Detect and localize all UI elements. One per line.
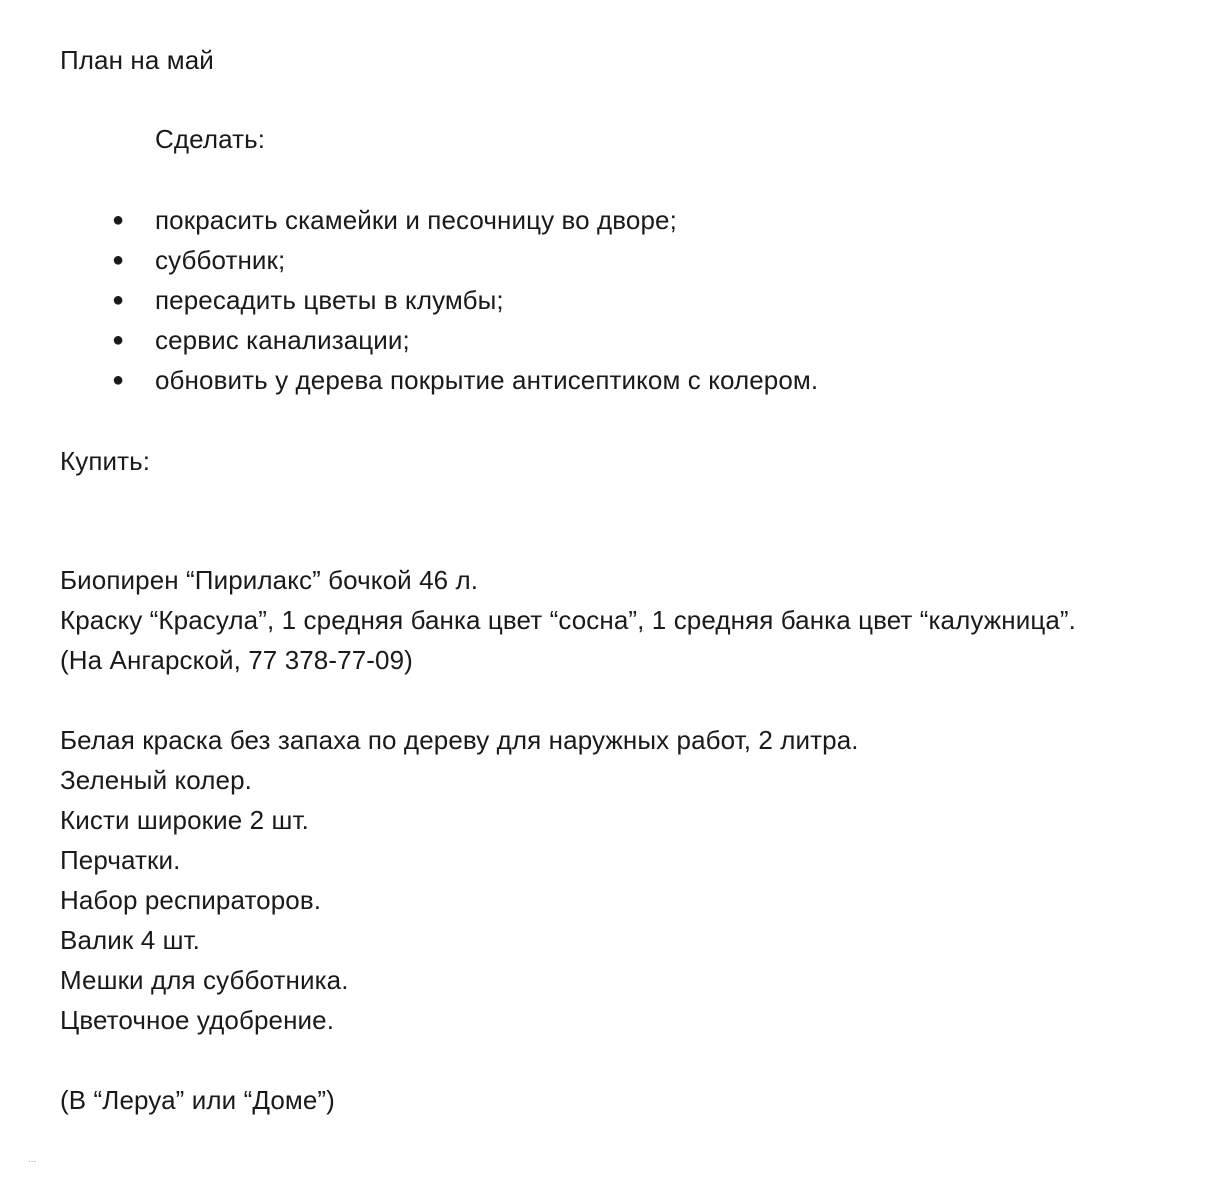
- store-address: (На Ангарской, 77 378-77-09): [60, 645, 413, 675]
- bullet-icon: ●: [111, 209, 125, 231]
- buy-item: Набор респираторов.: [60, 885, 322, 915]
- bullet-icon: ●: [111, 249, 125, 271]
- todo-item: субботник;: [155, 245, 286, 275]
- todo-item: пересадить цветы в клумбы;: [155, 285, 504, 315]
- buy-item: Кисти широкие 2 шт.: [60, 805, 309, 835]
- buy-item: Белая краска без запаха по дереву для наружных работ, 2 литра.: [60, 725, 859, 755]
- todo-item: обновить у дерева покрытие антисептиком с колером.: [155, 365, 819, 395]
- bullet-icon: ●: [111, 369, 125, 391]
- todo-item: покрасить скамейки и песочницу во дворе;: [155, 205, 677, 235]
- buy-item: Мешки для субботника.: [60, 965, 349, 995]
- buy-item: Валик 4 шт.: [60, 925, 200, 955]
- more-icon[interactable]: ...: [28, 1154, 37, 1165]
- todo-item: сервис канализации;: [155, 325, 410, 355]
- buy-heading: Купить:: [60, 446, 151, 476]
- bullet-icon: ●: [111, 289, 125, 311]
- buy-item: Краску “Красула”, 1 средняя банка цвет “сосна”, 1 средняя банка цвет “калужница”.: [60, 605, 1076, 635]
- buy-item: Биопирен “Пирилакс” бочкой 46 л.: [60, 565, 479, 595]
- buy-item: Цветочное удобрение.: [60, 1005, 335, 1035]
- todo-heading: Сделать:: [155, 124, 266, 154]
- document-title: План на май: [60, 45, 214, 75]
- bullet-icon: ●: [111, 329, 125, 351]
- buy-item: Зеленый колер.: [60, 765, 252, 795]
- store-note: (В “Леруа” или “Доме”): [60, 1085, 335, 1115]
- buy-item: Перчатки.: [60, 845, 181, 875]
